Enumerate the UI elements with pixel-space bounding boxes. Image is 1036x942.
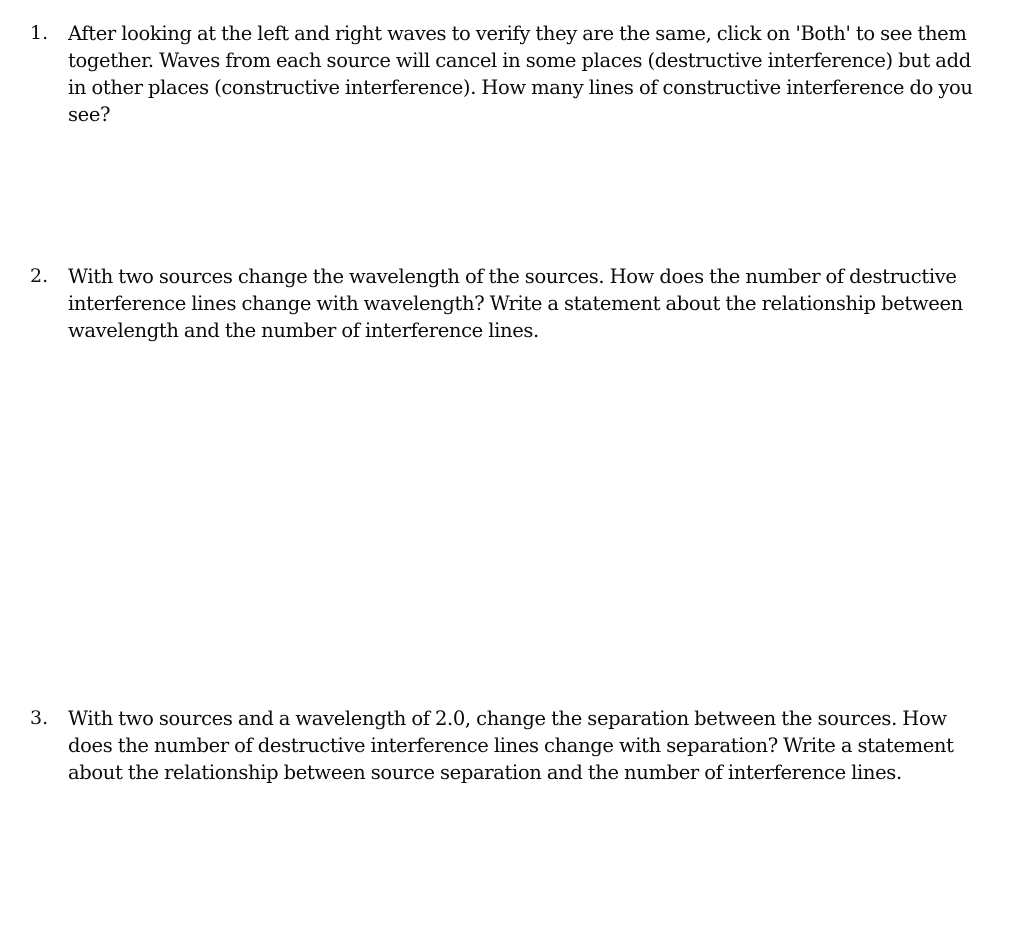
answer-space-2[interactable]: [68, 348, 968, 693]
answer-space-3[interactable]: [68, 790, 968, 930]
question-text: With two sources change the wavelength of the sources. How does the number of destructive interference lines change with wavelength? Write a statement about the relationship between wavelength and the number of interference lines.: [68, 265, 963, 342]
question-text: After looking at the left and right waves to verify they are the same, click on 'Both' to see them together. Waves from each source will cancel in some places (destructive interference) but add in other places (constructive interference). How many lines of constructive interference do you see?: [68, 22, 973, 126]
question-number: 1.: [30, 22, 49, 44]
question-number: 3.: [30, 707, 49, 729]
question-text: With two sources and a wavelength of 2.0, change the separation between the sources. How does the number of destructive interference lines change with separation? Write a statement about the relationship between source separation and the number of interference lines.: [68, 707, 954, 784]
question-3: [30, 705, 980, 786]
question-number: 2.: [30, 265, 49, 287]
question-1: [30, 20, 980, 128]
answer-space-1[interactable]: [68, 132, 968, 252]
question-2: [30, 263, 980, 344]
